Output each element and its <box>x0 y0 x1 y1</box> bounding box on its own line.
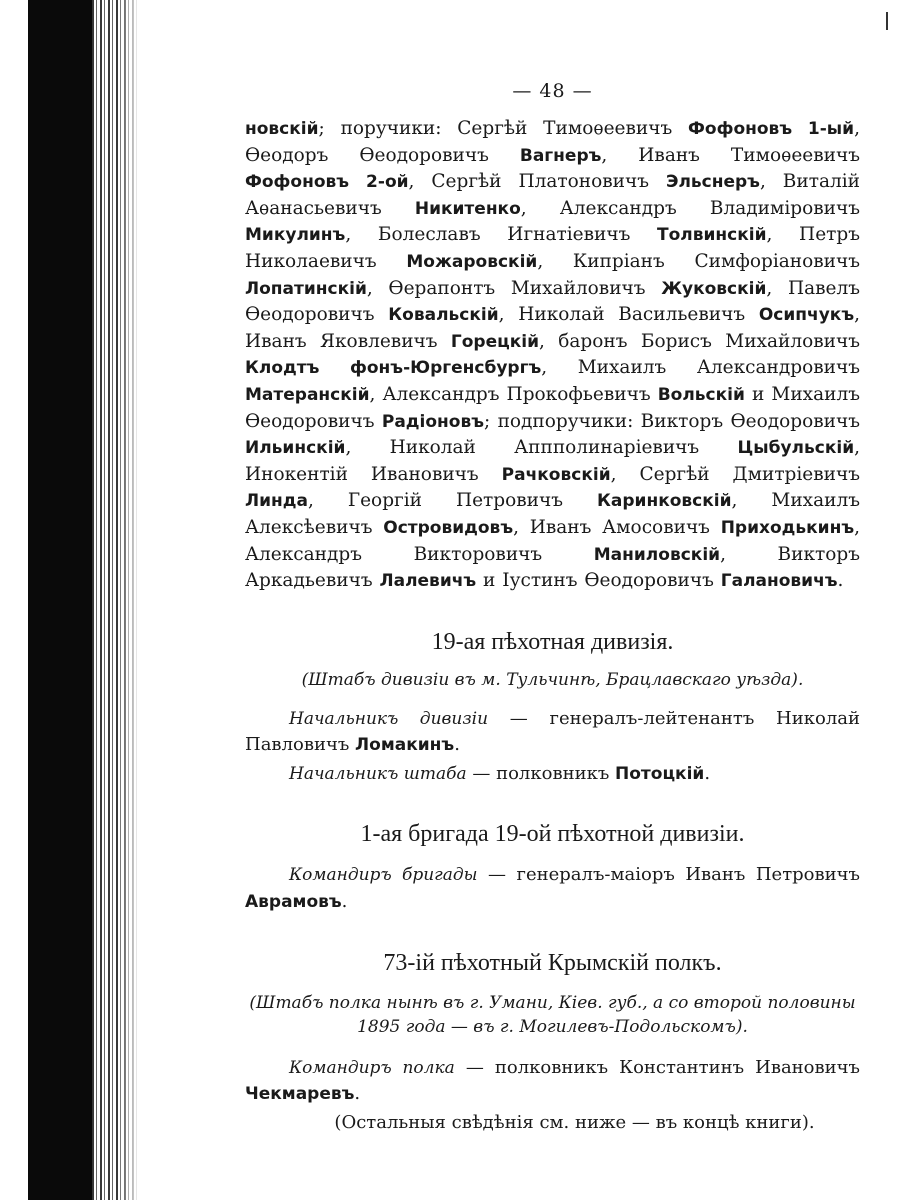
officer-text: , Ѳеодоръ Ѳеодоровичъ <box>245 118 860 166</box>
officer-name: Лопатинскій <box>245 278 367 299</box>
officer-name: Клодтъ фонъ-Юргенсбургъ <box>245 358 542 379</box>
officer-text: , Петръ Николаевичъ <box>245 224 860 272</box>
officer-name: Фофоновъ 1-ый <box>688 119 855 139</box>
officer-text: ; поручики: Сергѣй Тимоѳеевичъ <box>318 118 689 139</box>
brigade-commander-entry <box>245 862 860 915</box>
division-chief-entry <box>245 706 860 759</box>
brigade-commander-text: — генералъ-маіоръ Иванъ Петровичъ <box>477 864 860 886</box>
officer-name: Можаровскій <box>406 251 538 272</box>
regiment-commander-end: . <box>354 1083 361 1105</box>
officer-name: Маниловскій <box>593 544 721 565</box>
officer-name: новскій <box>245 119 319 139</box>
officer-name: Осипчукъ <box>758 305 855 326</box>
officer-text: , Иванъ Тимоѳеевичъ <box>601 144 860 166</box>
officer-name: Эльснеръ <box>665 172 760 193</box>
regiment-commander-name: Чекмаревъ <box>245 1084 355 1105</box>
division-staff-name: Потоцкій <box>615 763 705 784</box>
officer-name: Жуковскій <box>661 278 767 299</box>
page-edge-fade <box>118 0 140 1200</box>
officer-text: и Іустинъ Ѳеодоровичъ <box>476 570 721 592</box>
officer-text: , Болеславъ Игнатіевичъ <box>345 224 658 246</box>
officer-text: , Иванъ Яковлевичъ <box>245 304 861 352</box>
officer-text: , Георгій Петровичъ <box>307 490 597 512</box>
division-title: 19-ая пѣхотная дивизія. <box>431 628 674 655</box>
division-staff-end: . <box>704 762 711 784</box>
division-chief-name: Ломакинъ <box>355 735 455 756</box>
officer-text: , Михаилъ Александровичъ <box>541 357 861 379</box>
officer-name: Каринковскій <box>597 491 732 512</box>
officer-name: Ильинскій <box>245 438 346 459</box>
officer-name: Вольскій <box>657 384 745 405</box>
officer-list-paragraph <box>245 116 860 595</box>
officer-text: и Михаилъ Ѳеодоровичъ <box>245 383 860 432</box>
regiment-subtitle <box>245 991 860 1039</box>
officer-name: Линда <box>245 491 308 512</box>
regiment-commander-text: — полковникъ Константинъ Ивановичъ <box>454 1056 860 1078</box>
brigade-commander-role: Командиръ бригады <box>289 865 478 886</box>
division-chief-text: — генералъ-лейтенантъ Николай Павловичъ <box>245 707 860 756</box>
officer-text: , Виталій Аѳанасьевичъ <box>245 171 860 219</box>
regiment-commander-entry <box>245 1055 860 1108</box>
officer-text: , Иванъ Амосовичъ <box>513 516 721 538</box>
officer-name: Ковальскій <box>388 305 499 326</box>
regiment-subtitle-line1: (Штабъ полка нынѣ въ г. Умани, Кіев. губ., а со второй половины <box>249 992 856 1013</box>
officer-name: Островидовъ <box>383 517 514 538</box>
regiment-title: 73-ій пѣхотный Крымскій полкъ. <box>383 949 722 976</box>
officer-text: , Николай Аппполинаріевичъ <box>345 437 738 459</box>
officer-text: , Александръ Владиміровичъ <box>520 197 860 219</box>
officer-text: , Сергѣй Дмитріевичъ <box>610 463 861 485</box>
officer-text: , Николай Васильевичъ <box>498 304 759 326</box>
brigade-title: 1-ая бригада 19-ой пѣхотной дивизіи. <box>360 821 745 848</box>
officer-text: , Ѳерапонтъ Михайловичъ <box>366 277 662 299</box>
brigade-commander-name: Аврамовъ <box>245 892 342 913</box>
document-page <box>245 80 860 1133</box>
officer-text: . <box>837 570 844 592</box>
officer-text: , Кипріанъ Симфоріановичъ <box>537 250 860 272</box>
officer-text: , Викторъ Аркадьевичъ <box>245 543 860 592</box>
officer-name: Вагнеръ <box>519 145 602 166</box>
officer-text: , баронъ Борисъ Михайловичъ <box>539 330 860 352</box>
division-staff-role: Начальникъ штаба <box>289 763 467 784</box>
page-number: — 48 — <box>512 80 593 102</box>
officer-name: Радіоновъ <box>381 411 484 432</box>
officer-text: , Михаилъ Алексѣевичъ <box>245 490 860 538</box>
officer-text: , Александръ Викторовичъ <box>245 516 860 565</box>
officer-name: Приходькинъ <box>720 517 855 538</box>
division-chief-end: . <box>454 734 460 756</box>
division-staff-text: — полковникъ <box>466 762 616 784</box>
officer-text: , Павелъ Ѳеодоровичъ <box>245 277 860 326</box>
division-subtitle: (Штабъ дивизіи въ м. Тульчинѣ, Брацлавскаго уѣзда). <box>301 669 804 690</box>
officer-text: , Александръ Прокофьевичъ <box>369 383 658 405</box>
officer-name: Никитенко <box>414 198 521 219</box>
margin-mark <box>886 12 888 30</box>
division-staff-entry <box>245 761 860 788</box>
officer-name: Галановичъ <box>720 571 838 592</box>
regiment-note: (Остальныя свѣдѣнія см. ниже — въ концѣ книги). <box>334 1111 815 1133</box>
book-binding-shadow <box>28 0 92 1200</box>
officer-text: , Инокентій Ивановичъ <box>245 437 860 485</box>
officer-name: Микулинъ <box>245 225 346 246</box>
regiment-subtitle-line2: 1895 года — въ г. Могилевъ-Подольскомъ). <box>357 1016 748 1037</box>
officer-text: ; подпоручики: Викторъ Ѳеодоровичъ <box>483 410 860 432</box>
division-chief-role: Начальникъ дивизіи <box>289 708 489 729</box>
officer-text: , Сергѣй Платоновичъ <box>408 171 666 193</box>
officer-name: Цыбульскій <box>737 438 855 459</box>
officer-name: Рачковскій <box>501 464 611 485</box>
officer-name: Фофоновъ 2-ой <box>245 172 409 193</box>
officer-name: Толвинскій <box>657 225 767 246</box>
officer-name: Матеранскій <box>245 384 370 405</box>
brigade-commander-end: . <box>341 891 348 913</box>
regiment-commander-role: Командиръ полка <box>289 1057 455 1078</box>
officer-name: Горецкій <box>450 331 540 352</box>
officer-name: Лалевичъ <box>379 571 477 592</box>
